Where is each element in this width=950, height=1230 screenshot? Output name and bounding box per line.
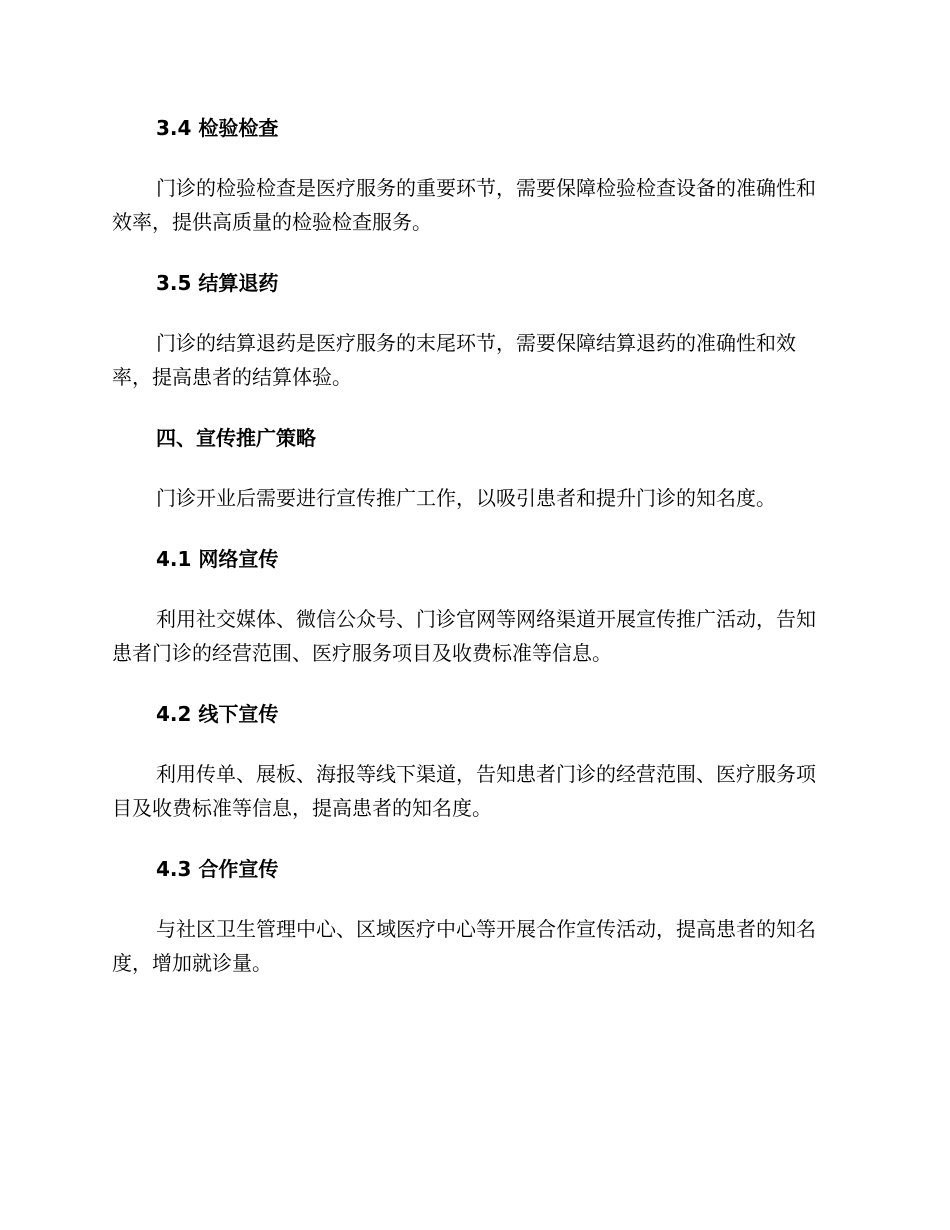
- section-heading-4-1: 4.1 网络宣传: [156, 547, 279, 571]
- paragraph-4-1: 利用社交媒体、微信公众号、门诊官网等网络渠道开展宣传推广活动，告知患者门诊的经营范围、医疗服务项目及收费标准等信息。: [112, 607, 816, 665]
- section-heading-4-3: 4.3 合作宣传: [156, 857, 279, 881]
- paragraph-4-2: 利用传单、展板、海报等线下渠道，告知患者门诊的经营范围、医疗服务项目及收费标准等信息，提高患者的知名度。: [112, 762, 816, 820]
- section-heading-3-4: 3.4 检验检查: [156, 116, 279, 140]
- section-heading-3-5: 3.5 结算退药: [156, 271, 279, 295]
- section-heading-4-2: 4.2 线下宣传: [156, 702, 279, 726]
- paragraph-3-4: 门诊的检验检查是医疗服务的重要环节，需要保障检验检查设备的准确性和效率，提供高质量的检验检查服务。: [112, 176, 816, 234]
- chapter-heading-4: 四、宣传推广策略: [156, 426, 316, 450]
- paragraph-4-3: 与社区卫生管理中心、区域医疗中心等开展合作宣传活动，提高患者的知名度，增加就诊量。: [112, 917, 816, 975]
- paragraph-4-intro: 门诊开业后需要进行宣传推广工作，以吸引患者和提升门诊的知名度。: [156, 486, 776, 510]
- paragraph-3-5: 门诊的结算退药是医疗服务的末尾环节，需要保障结算退药的准确性和效率，提高患者的结算体验。: [112, 331, 796, 389]
- document-content: [112, 111, 832, 980]
